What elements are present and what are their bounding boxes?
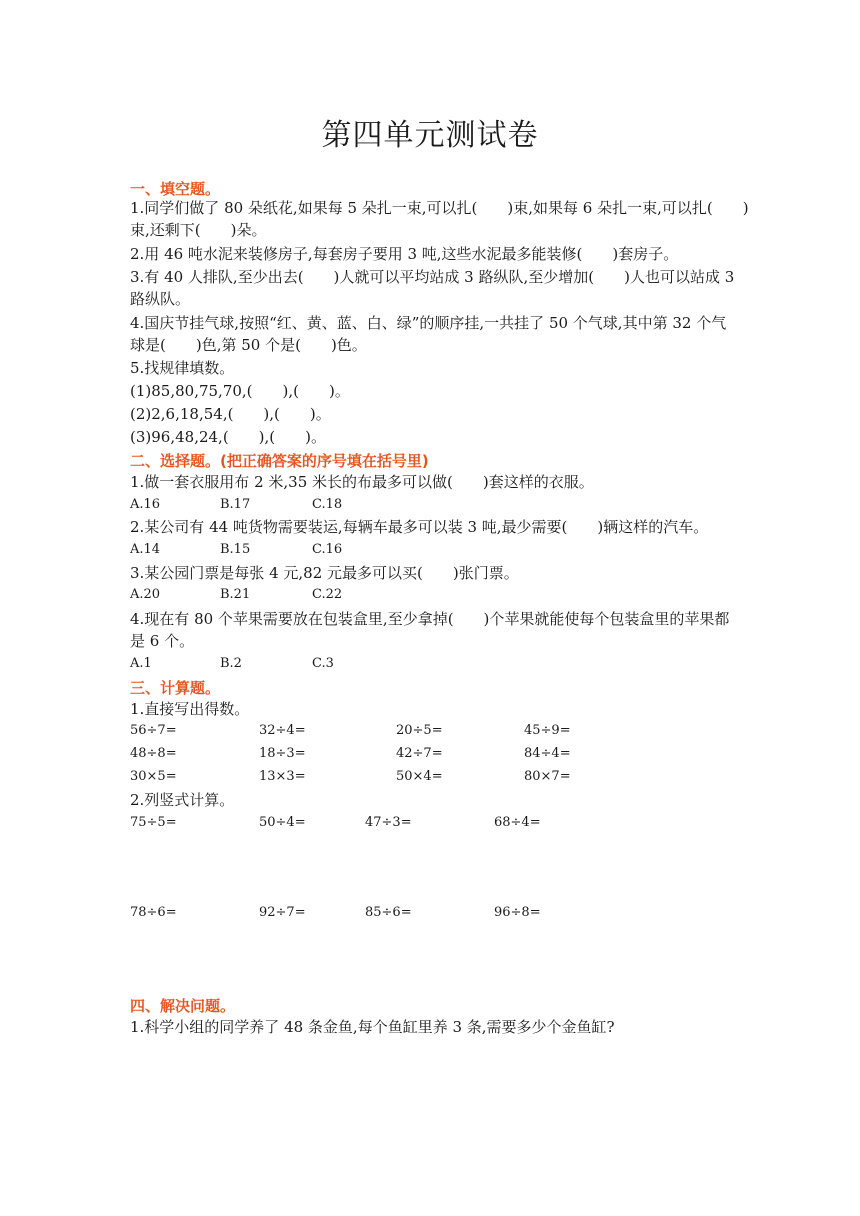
calc-part1: 1.直接写出得数。	[130, 700, 250, 718]
calc-item: 84÷4=	[524, 746, 571, 761]
choice-q3-option-a: A.20	[130, 587, 161, 602]
fill-q5-part1: (1)85,80,75,70,( ),( )。	[130, 382, 350, 400]
fill-q4-line2: 球是( )色,第 50 个是( )色。	[130, 336, 367, 354]
choice-q3-option-c: C.22	[312, 587, 343, 602]
calc-item: 50÷4=	[259, 815, 306, 830]
calc-item: 32÷4=	[259, 723, 306, 738]
calc-item: 56÷7=	[130, 723, 177, 738]
choice-q4-option-a: A.1	[130, 656, 152, 671]
section-heading-calc: 三、计算题。	[130, 679, 221, 697]
choice-q4-line2: 是 6 个。	[130, 632, 195, 650]
choice-q4-option-b: B.2	[220, 656, 242, 671]
fill-q1-line1: 1.同学们做了 80 朵纸花,如果每 5 朵扎一束,可以扎( )束,如果每 6 朵扎一束,可以扎( )	[130, 199, 749, 217]
choice-q2-option-c: C.16	[312, 542, 343, 557]
fill-q5-part2: (2)2,6,18,54,( ),( )。	[130, 405, 331, 423]
choice-q3-option-b: B.21	[220, 587, 251, 602]
fill-q3-line2: 路纵队。	[130, 290, 191, 308]
calc-item: 92÷7=	[259, 905, 306, 920]
calc-item: 18÷3=	[259, 746, 306, 761]
calc-item: 75÷5=	[130, 815, 177, 830]
section-heading-choice: 二、选择题。(把正确答案的序号填在括号里)	[130, 452, 429, 470]
calc-item: 50×4=	[396, 769, 443, 784]
fill-q4-line1: 4.国庆节挂气球,按照“红、黄、蓝、白、绿”的顺序挂,一共挂了 50 个气球,其中第 32 个气	[130, 314, 727, 332]
calc-item: 42÷7=	[396, 746, 443, 761]
section-heading-solve: 四、解决问题。	[130, 997, 236, 1015]
choice-q3: 3.某公园门票是每张 4 元,82 元最多可以买( )张门票。	[130, 564, 519, 582]
calc-item: 78÷6=	[130, 905, 177, 920]
calc-item: 45÷9=	[524, 723, 571, 738]
calc-item: 20÷5=	[396, 723, 443, 738]
calc-item: 80×7=	[524, 769, 571, 784]
section-heading-fill: 一、填空题。	[130, 180, 221, 198]
choice-q1-option-c: C.18	[312, 497, 343, 512]
calc-item: 30×5=	[130, 769, 177, 784]
choice-q2: 2.某公司有 44 吨货物需要装运,每辆车最多可以装 3 吨,最少需要( )辆这样的汽车。	[130, 518, 709, 536]
fill-q1-line2: 束,还剩下( )朵。	[130, 221, 267, 239]
choice-q1-option-a: A.16	[130, 497, 161, 512]
calc-item: 96÷8=	[494, 905, 541, 920]
fill-q3-line1: 3.有 40 人排队,至少出去( )人就可以平均站成 3 路纵队,至少增加( )人也可以站成 3	[130, 268, 735, 286]
choice-q4-option-c: C.3	[312, 656, 334, 671]
calc-item: 48÷8=	[130, 746, 177, 761]
choice-q2-option-b: B.15	[220, 542, 251, 557]
calc-item: 85÷6=	[365, 905, 412, 920]
choice-q1-option-b: B.17	[220, 497, 251, 512]
solve-q1: 1.科学小组的同学养了 48 条金鱼,每个鱼缸里养 3 条,需要多少个金鱼缸?	[130, 1018, 615, 1036]
calc-item: 13×3=	[259, 769, 306, 784]
calc-part2: 2.列竖式计算。	[130, 791, 235, 809]
fill-q5: 5.找规律填数。	[130, 359, 235, 377]
fill-q2: 2.用 46 吨水泥来装修房子,每套房子要用 3 吨,这些水泥最多能装修( )套房子。	[130, 245, 679, 263]
calc-item: 68÷4=	[494, 815, 541, 830]
choice-q2-option-a: A.14	[130, 542, 161, 557]
fill-q5-part3: (3)96,48,24,( ),( )。	[130, 428, 326, 446]
choice-q4-line1: 4.现在有 80 个苹果需要放在包装盒里,至少拿掉( )个苹果就能使每个包装盒里的苹果都	[130, 610, 730, 628]
choice-q1: 1.做一套衣服用布 2 米,35 米长的布最多可以做( )套这样的衣服。	[130, 473, 594, 491]
calc-item: 47÷3=	[365, 815, 412, 830]
page-title: 第四单元测试卷	[321, 118, 539, 153]
